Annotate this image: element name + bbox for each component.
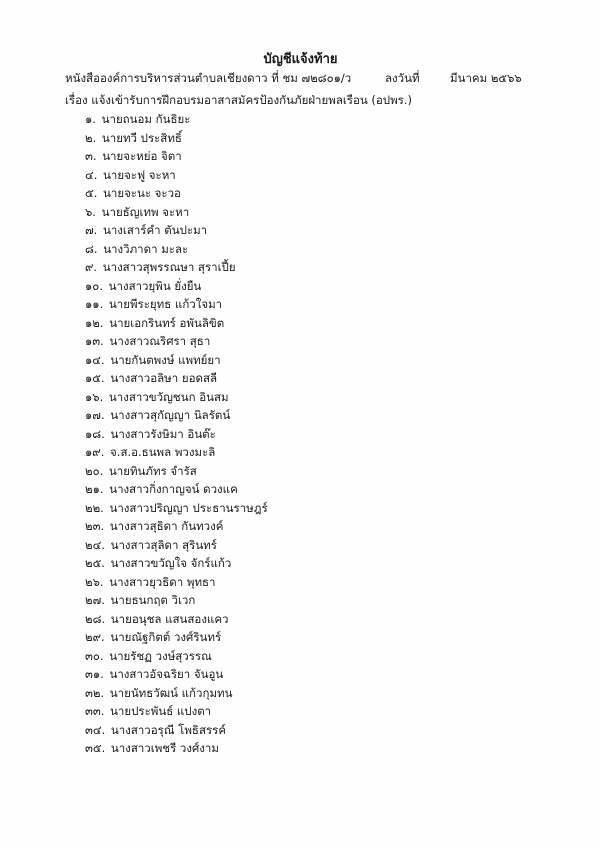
item-number: ๓๔. — [85, 722, 106, 737]
list-item — [85, 184, 268, 203]
item-number: ๑๕. — [85, 371, 105, 385]
list-item — [85, 462, 268, 481]
person-name: นายณัฐกิตต์ วงศ์รินทร์ — [110, 630, 222, 644]
item-number: ๓๕. — [85, 741, 106, 755]
item-number: ๒๒. — [85, 500, 104, 515]
list-item — [85, 221, 268, 240]
list-item — [85, 369, 268, 388]
item-number: ๑๙. — [85, 445, 105, 459]
list-item — [85, 499, 268, 518]
list-item — [85, 480, 268, 499]
list-item — [85, 314, 268, 333]
item-number: ๒๓. — [85, 519, 105, 533]
item-number: ๔. — [85, 167, 98, 182]
item-number: ๓๒. — [85, 685, 105, 700]
person-name: นายถนอม กันธิยะ — [101, 112, 191, 126]
list-item — [85, 739, 268, 758]
item-number: ๑๘. — [85, 426, 105, 441]
person-name: นายพีระยุทธ แก้วใจมา — [108, 297, 223, 311]
item-number: ๑๔. — [85, 352, 105, 367]
list-item — [85, 647, 268, 666]
person-name: นางวิภาดา มะละ — [103, 241, 189, 256]
list-item — [85, 110, 268, 129]
person-name: นายประพันธ์ แปงตา — [110, 704, 212, 718]
person-name: นางสาวอลิษา ยอดสลี — [110, 371, 218, 385]
person-name: นายเอกรินทร์ อพันลิขิต — [109, 315, 225, 330]
list-item — [85, 517, 268, 536]
list-item — [85, 665, 268, 684]
list-item — [85, 351, 268, 370]
list-item — [85, 240, 268, 259]
item-number: ๓๑. — [85, 667, 104, 681]
person-name: นายอนุชล แสนสองแคว — [110, 611, 229, 626]
person-name: นายจะฟู จะหา — [103, 167, 176, 182]
person-name: นางสาวสุลิดา สุรินทร์ — [110, 537, 217, 552]
list-item — [85, 443, 268, 462]
list-item — [85, 425, 268, 444]
item-number: ๑๐. — [85, 278, 103, 293]
person-name: นายทินภัทร จำรัส — [108, 463, 197, 478]
item-number: ๙. — [85, 260, 98, 274]
item-number: ๒๔. — [85, 537, 105, 552]
item-number: ๕. — [85, 186, 98, 200]
list-item — [85, 277, 268, 296]
list-item — [85, 332, 268, 351]
list-item — [85, 702, 268, 721]
person-name: นายทวี ประสิทธิ์ — [101, 130, 182, 145]
person-name: นางสาวเพชรี วงศ์งาม — [110, 741, 219, 755]
item-number: ๒๖. — [85, 574, 104, 589]
person-name: นางสาวสุพรรณษา สุราเปี้ย — [102, 260, 236, 274]
item-number: ๒. — [85, 130, 97, 145]
item-number: ๓๓. — [85, 704, 105, 718]
item-number: ๒๑. — [85, 482, 104, 496]
list-item — [85, 684, 268, 703]
item-number: ๓. — [85, 149, 97, 163]
list-item — [85, 129, 268, 148]
list-item — [85, 203, 268, 222]
person-name: นางสาวขวัญใจ จักร์แก้ว — [110, 556, 232, 570]
person-name: นางสาวณริศรา สุธา — [109, 334, 211, 348]
person-name: นางสาวปริญญา ประธานราษฎร์ — [109, 500, 268, 515]
item-number: ๖. — [85, 204, 96, 219]
person-name: นายรัชฏ วงษ์สุวรรณ — [109, 648, 212, 663]
item-number: ๒๗. — [85, 593, 105, 607]
item-number: ๑๗. — [85, 408, 105, 422]
person-name: นางสาวอัจฉริยา จันอูน — [109, 667, 224, 681]
list-item — [85, 721, 268, 740]
person-name: จ.ส.อ.ธนพล พวงมะลิ — [110, 445, 216, 459]
person-name: นายกันตพงษ์ แพทย์ยา — [110, 352, 221, 367]
item-number: ๒๐. — [85, 463, 104, 478]
list-item — [85, 166, 268, 185]
item-number: ๑. — [85, 112, 96, 126]
person-name: นางสาวยุพิน ยั่งยืน — [108, 278, 202, 293]
people-list — [85, 110, 268, 758]
person-name: นางสาวสุกัญญา นิลรัตน์ — [110, 408, 231, 422]
list-item — [85, 554, 268, 573]
item-number: ๓๐. — [85, 648, 104, 663]
item-number: ๒๘. — [85, 611, 106, 626]
item-number: ๑๖. — [85, 389, 104, 404]
list-item — [85, 258, 268, 277]
item-number: ๑๓. — [85, 334, 104, 348]
reference-text: หนังสือองค์การบริหารส่วนตำบลเชียงดาว ที่ ชม ๗๒๘๐๑/ว — [65, 71, 352, 85]
item-number: ๑๒. — [85, 315, 104, 330]
person-name: นายธัญเทพ จะหา — [101, 204, 190, 219]
person-name: นายจะหย่อ จิตา — [102, 149, 182, 163]
list-item — [85, 147, 268, 166]
date-month: มีนาคม ๒๕๖๖ — [450, 71, 522, 85]
person-name: นายธนกฤต วิเวก — [110, 593, 196, 607]
person-name: นางสาวอรุณี โพธิสรรค์ — [110, 722, 227, 737]
person-name: นางเสาร์คำ ตันปะมา — [102, 223, 208, 237]
item-number: ๒๕. — [85, 556, 105, 570]
item-number: ๗. — [85, 223, 98, 237]
date-prefix: ลงวันที่ — [385, 71, 420, 85]
item-number: ๘. — [85, 241, 98, 256]
person-name: นางสาวสุธิดา กันทวงค์ — [109, 519, 224, 533]
list-item — [85, 388, 268, 407]
list-item — [85, 406, 268, 425]
list-item — [85, 295, 268, 314]
person-name: นางสาวรังษิมา อินต๊ะ — [110, 426, 216, 441]
list-item — [85, 628, 268, 647]
document-title: บัญชีแจ้งท้าย — [263, 52, 338, 67]
person-name: นางสาวกิ่งกาญจน์ ดวงแค — [109, 482, 238, 496]
list-item — [85, 536, 268, 555]
subject-line: เรื่อง แจ้งเข้ารับการฝึกอบรมอาสาสมัครป้องกันภัยฝ่ายพลเรือน (อปพร.) — [65, 93, 412, 107]
item-number: ๒๙. — [85, 630, 105, 644]
list-item — [85, 591, 268, 610]
list-item — [85, 610, 268, 629]
person-name: นายจะนะ จะวอ — [103, 186, 181, 200]
person-name: นายนัทธวัฒน์ แก้วกุมทน — [109, 685, 233, 700]
person-name: นางสาวขวัญชนก อินสม — [108, 389, 229, 404]
list-item — [85, 573, 268, 592]
item-number: ๑๑. — [85, 297, 104, 311]
person-name: นางสาวยุวธิดา พุทธา — [109, 574, 216, 589]
